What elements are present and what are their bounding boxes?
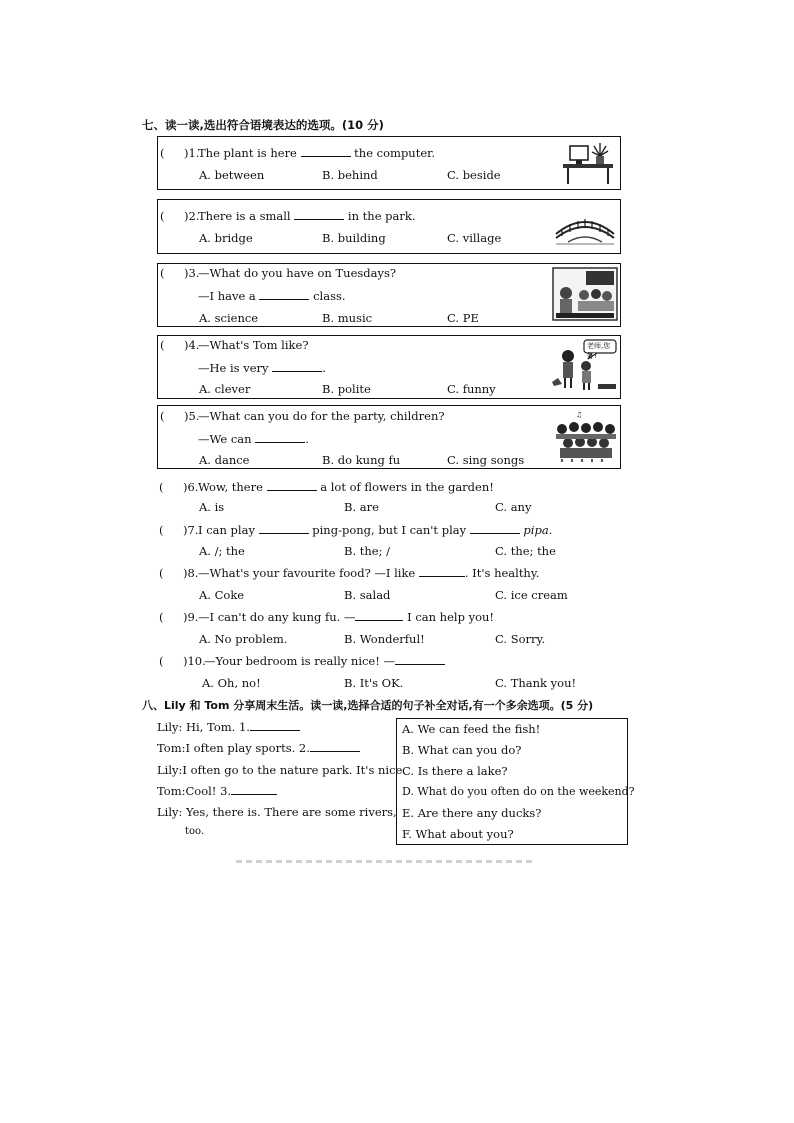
question-number: )8. [183,566,199,580]
children-speech-bubble-image [550,338,620,394]
question-number: )1. [184,146,200,160]
speech-bubble-text: 老师,您好! [587,342,611,360]
question-stem: —What's Tom like? [198,338,309,352]
answer-paren[interactable]: ( [160,266,165,280]
answer-blank[interactable] [355,620,403,621]
choice-c[interactable]: C. Is there a lake? [402,764,508,778]
answer-paren[interactable]: ( [159,566,164,580]
option-c[interactable]: C. PE [447,311,479,325]
choice-d[interactable]: D. What do you often do on the weekend? [402,785,635,798]
answer-blank[interactable] [259,299,309,300]
answer-blank[interactable] [395,664,445,665]
question-number: )3. [184,266,200,280]
option-c[interactable]: C. sing songs [447,453,525,467]
option-a[interactable]: A. dance [199,453,250,467]
question-stem: —What can you do for the party, children? [198,409,445,423]
answer-blank[interactable] [310,751,360,752]
question-box-4 [157,335,621,399]
option-c[interactable]: C. the; the [495,544,556,558]
desk-with-plant-image [560,140,616,186]
question-stem: Wow, there a lot of flowers in the garden! [198,480,494,494]
question-stem: I can play ping-pong, but I can't play pipa. [198,523,553,537]
option-b[interactable]: B. are [344,500,379,514]
question-stem: —I can't do any kung fu. — I can help you! [198,610,495,624]
answer-paren[interactable]: ( [160,338,165,352]
question-box-2 [157,199,621,254]
option-c[interactable]: C. any [495,500,532,514]
svg-text:♫: ♫ [576,411,583,419]
question-box-5 [157,405,621,469]
option-a[interactable]: A. bridge [199,231,253,245]
choice-e[interactable]: E. Are there any ducks? [402,806,542,820]
option-b[interactable]: B. music [322,311,373,325]
choice-b[interactable]: B. What can you do? [402,743,522,757]
option-c[interactable]: C. Thank you! [495,676,577,690]
choice-f[interactable]: F. What about you? [402,827,514,841]
answer-blank[interactable] [294,219,344,220]
option-a[interactable]: A. No problem. [199,632,288,646]
question-stem: —What's your favourite food? —I like . It's healthy. [198,566,540,580]
answer-blank[interactable] [231,794,277,795]
classroom-image [552,267,618,321]
answer-paren[interactable]: ( [159,610,164,624]
dialog-reply: —We can . [198,432,309,446]
question-stem: —What do you have on Tuesdays? [198,266,397,280]
choices-box [396,718,635,845]
question-number: )7. [183,523,199,537]
question-box-3 [157,263,621,327]
choice-a[interactable]: A. We can feed the fish! [402,722,541,736]
speaker: Lily: [157,805,183,819]
question-box-1 [157,136,621,190]
option-c[interactable]: C. Sorry. [495,632,546,646]
answer-blank[interactable] [250,730,300,731]
option-a[interactable]: A. is [199,500,225,514]
option-c[interactable]: C. beside [447,168,501,182]
option-a[interactable]: A. between [199,168,265,182]
question-stem: The plant is here the computer. [198,146,436,160]
section-7-title: 七、读一读,选出符合语境表达的选项。(10 分) [142,118,384,132]
option-b[interactable]: B. do kung fu [322,453,401,467]
option-a[interactable]: A. /; the [199,544,245,558]
answer-blank[interactable] [470,533,520,534]
answer-blank[interactable] [267,490,317,491]
question-number: )6. [183,480,199,494]
speaker: Lily: [157,720,183,734]
scan-artifact-line [236,860,536,863]
question-number: )5. [184,409,200,423]
answer-blank[interactable] [301,156,351,157]
dialog-line: Lily: Hi, Tom. 1. [157,720,300,734]
question-number: )9. [183,610,199,624]
question-stem: There is a small in the park. [198,209,416,223]
dialog-line: too. [185,826,205,837]
answer-blank[interactable] [419,576,465,577]
dialog-line: Tom:I often play sports. 2. [157,741,360,755]
option-b[interactable]: B. Wonderful! [344,632,425,646]
dialog-reply: —He is very . [198,361,326,375]
question-number: )4. [184,338,200,352]
speaker: Lily: [157,763,183,777]
option-b[interactable]: B. It's OK. [344,676,404,690]
option-a[interactable]: A. clever [199,382,251,396]
answer-paren[interactable]: ( [160,209,165,223]
option-b[interactable]: B. polite [322,382,371,396]
answer-blank[interactable] [259,533,309,534]
dialog-line: Tom:Cool! 3. [157,784,277,798]
option-b[interactable]: B. building [322,231,386,245]
option-a[interactable]: A. science [199,311,259,325]
option-b[interactable]: B. behind [322,168,378,182]
dialog-reply: —I have a class. [198,289,346,303]
bridge-image [554,212,616,246]
option-c[interactable]: C. village [447,231,502,245]
answer-paren[interactable]: ( [159,523,164,537]
speaker: Tom: [157,741,186,755]
answer-paren[interactable]: ( [159,480,164,494]
option-a[interactable]: A. Oh, no! [202,676,261,690]
answer-paren[interactable]: ( [159,654,164,668]
answer-blank[interactable] [255,442,305,443]
option-b[interactable]: B. salad [344,588,391,602]
option-b[interactable]: B. the; / [344,544,390,558]
question-stem: —Your bedroom is really nice! — [204,654,445,668]
option-c[interactable]: C. funny [447,382,496,396]
answer-blank[interactable] [272,371,322,372]
speaker: Tom: [157,784,186,798]
option-a[interactable]: A. Coke [199,588,245,602]
answer-paren[interactable]: ( [160,409,165,423]
dialog-line: Lily: Yes, there is. There are some rivers, [157,805,397,819]
children-singing-image [552,409,618,463]
question-number: )10. [183,654,206,668]
section-8-title: 八、Lily 和 Tom 分享周末生活。读一读,选择合适的句子补全对话,有一个多余选项。(5 分) [142,699,594,712]
dialog-line: Lily:I often go to the nature park. It's nice. [157,763,406,777]
question-number: )2. [184,209,200,223]
option-c[interactable]: C. ice cream [495,588,568,602]
answer-paren[interactable]: ( [160,146,165,160]
